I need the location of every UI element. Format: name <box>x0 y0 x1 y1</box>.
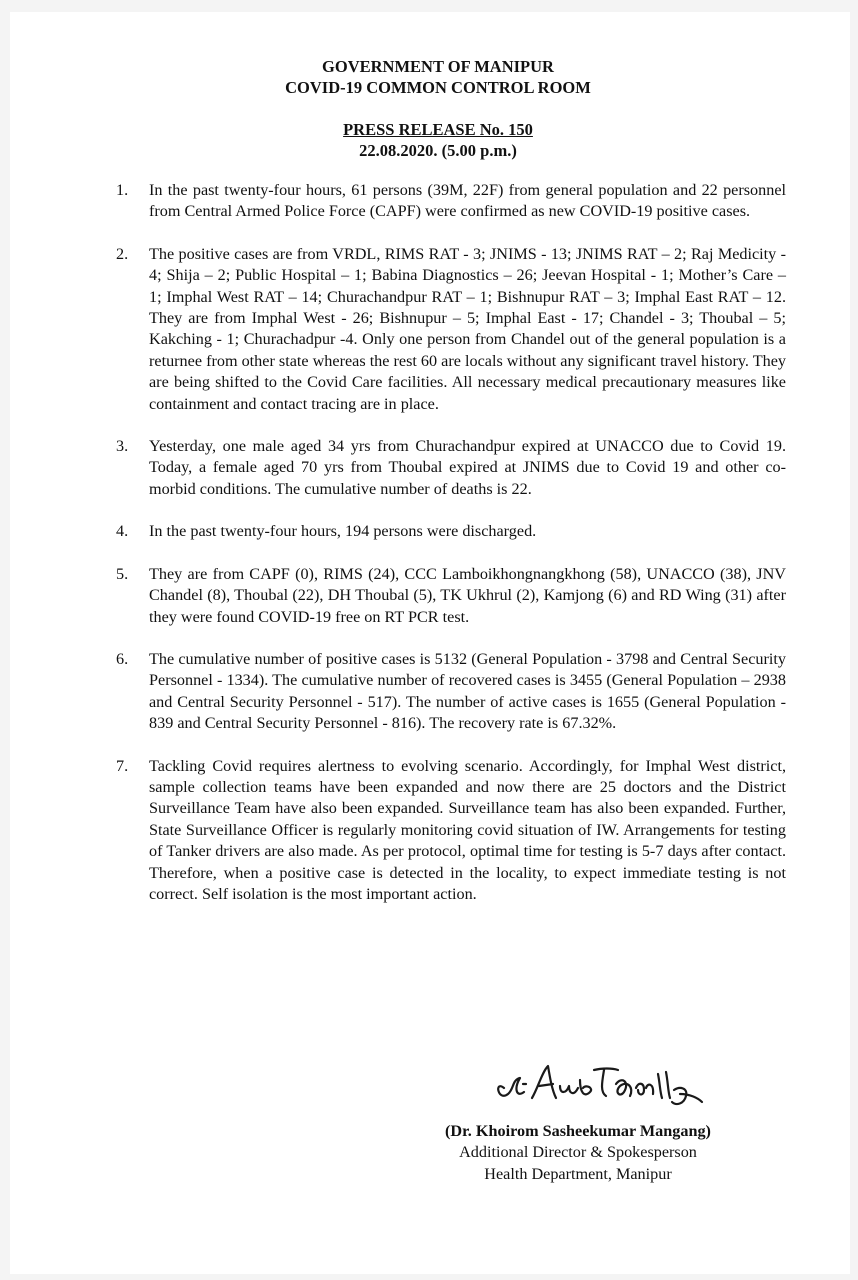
signatory-designation: Additional Director & Spokesperson <box>459 1143 697 1162</box>
item-number: 3. <box>116 437 129 456</box>
signatory-name: (Dr. Khoirom Sasheekumar Mangang) <box>445 1122 711 1140</box>
item-number: 2. <box>116 244 129 263</box>
item-text: In the past twenty-four hours, 61 persons (39M, 22F) from general population and 22 personnel from Central Armed Police Force (CAPF) were confirmed as new COVID-19 positive cases. <box>149 181 786 221</box>
item-text: The cumulative number of positive cases is 5132 (General Population - 3798 and Central Security Personnel - 1334). The cumulative number of recovered cases is 3455 (General Population – 2938 and Central Security Personnel - 517). The number of active cases is 1655 (General Population - 839 and Central Security Personnel - 816). The recovery rate is 67.32%. <box>149 649 786 733</box>
list-item <box>116 564 786 628</box>
signatory-department: Health Department, Manipur <box>484 1164 672 1183</box>
list-item <box>116 244 786 415</box>
list-item <box>116 436 786 500</box>
item-number: 4. <box>116 522 129 541</box>
list-item <box>116 521 786 542</box>
item-number: 1. <box>116 181 129 199</box>
item-number: 6. <box>116 649 129 668</box>
item-text: The positive cases are from VRDL, RIMS RAT - 3; JNIMS - 13; JNIMS RAT – 2; Raj Medicity - 4; Shija – 2; Public Hospital – 1; Babina Diagnostics – 26; Jeevan Hospital - 1; Mother’s Care – 1; Imphal West RAT – 14; Churachandpur RAT – 1; Bishnupur RAT – 3; Imphal East RAT – 12. They are from Imphal West - 26; Bishnupur – 5; Imphal East - 17; Chandel - 3; Thoubal – 5; Kakching - 1; Churachadpur -4. Only one person from Chandel out of the general population is a returnee from other state whereas the rest 60 are locals without any significant travel history. They are being shifted to the Covid Care facilities. All necessary medical precautionary measures like containment and contact tracing are in place. <box>149 244 786 413</box>
item-text: Tackling Covid requires alertness to evolving scenario. Accordingly, for Imphal West district, sample collection teams have been expanded and now there are 25 doctors and the District Surveillance Team have also been expanded. Surveillance team has also been expanded. Further, State Surveillance Officer is regularly monitoring covid situation of IW. Arrangements for testing of Tanker drivers are also made. As per protocol, optimal time for testing is 5-7 days after contact. Therefore, when a positive case is detected in the locality, to expect immediate testing is not correct. Self isolation is the most important action. <box>149 756 786 903</box>
item-text: In the past twenty-four hours, 194 persons were discharged. <box>149 522 537 541</box>
item-number: 7. <box>116 756 129 775</box>
item-text: They are from CAPF (0), RIMS (24), CCC Lamboikhongnangkhong (58), UNACCO (38), JNV Chandel (8), Thoubal (22), DH Thoubal (5), TK Ukhrul (2), Kamjong (6) and RD Wing (31) after they were found COVID-19 free on RT PCR test. <box>149 564 786 626</box>
signatory-block <box>418 1121 738 1185</box>
press-release-items <box>116 180 786 905</box>
handwritten-signature <box>490 1058 720 1118</box>
item-text: Yesterday, one male aged 34 yrs from Churachandpur expired at UNACCO due to Covid 19. Today, a female aged 70 yrs from Thoubal expired at JNIMS due to Covid 19 and other co-morbid conditions. The cumulative number of deaths is 22. <box>149 437 786 498</box>
list-item <box>116 180 786 223</box>
press-release-title: PRESS RELEASE No. 150 <box>343 120 533 139</box>
press-release-date: 22.08.2020. (5.00 p.m.) <box>359 141 517 160</box>
item-number: 5. <box>116 564 129 583</box>
government-heading: GOVERNMENT OF MANIPUR <box>322 57 554 76</box>
list-item <box>116 649 786 735</box>
list-item <box>116 756 786 906</box>
control-room-heading: COVID-19 COMMON CONTROL ROOM <box>285 78 591 97</box>
